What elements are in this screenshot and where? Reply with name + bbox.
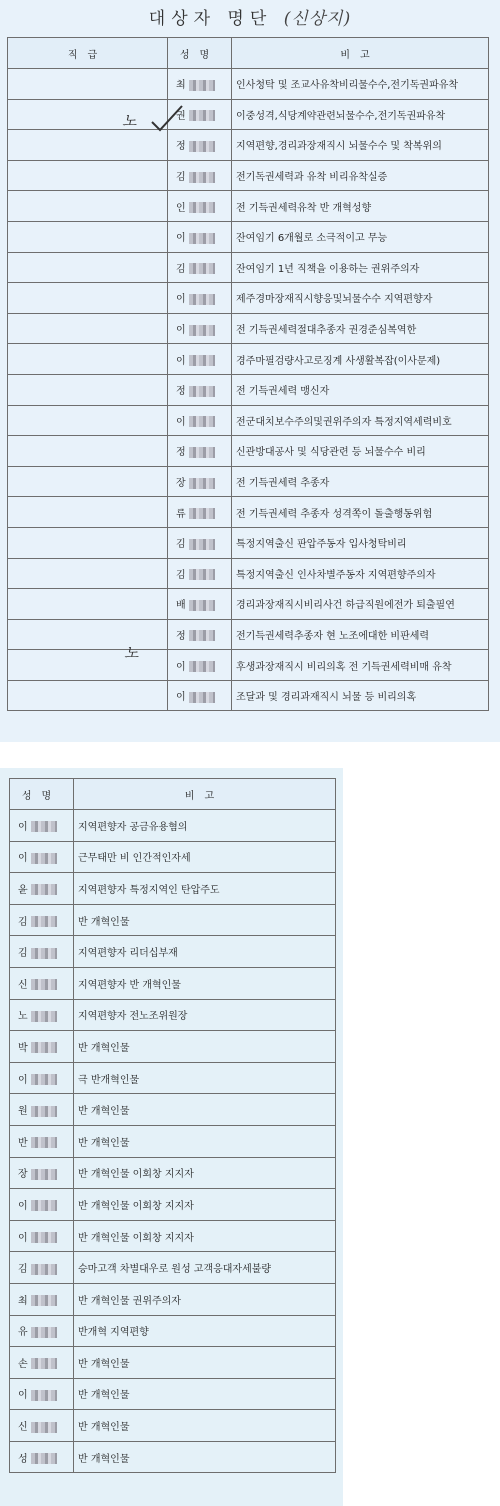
name-cell [10, 936, 74, 968]
header-remarks: 비고 [74, 779, 336, 810]
surname: 신 [18, 1422, 28, 1434]
table-row [8, 130, 489, 161]
table-row [10, 967, 336, 999]
surname: 유 [18, 1327, 28, 1339]
surname: 장 [18, 1169, 28, 1181]
name-cell [10, 1031, 74, 1063]
name-cell [168, 650, 232, 681]
surname: 이 [18, 1074, 28, 1086]
redacted-name [31, 1011, 57, 1022]
table-row [8, 69, 489, 100]
redacted-name [189, 600, 215, 611]
name-cell [168, 252, 232, 283]
surname: 이 [176, 325, 186, 337]
remarks-cell: 전 기득권세력절대추종자 권경준심복역한 [232, 313, 489, 344]
surname: 김 [176, 263, 186, 275]
table-row [8, 619, 489, 650]
name-cell [10, 1378, 74, 1410]
rank-cell [8, 313, 168, 344]
redacted-name [189, 325, 215, 336]
table-row [10, 1220, 336, 1252]
redacted-name [31, 1295, 57, 1306]
remarks-cell: 반 개혁인물 [74, 1031, 336, 1063]
name-cell [10, 810, 74, 842]
remarks-cell: 반개혁 지역편향 [74, 1315, 336, 1347]
surname: 성 [18, 1453, 28, 1465]
table-row [10, 1125, 336, 1157]
name-cell [168, 558, 232, 589]
table-row [10, 1283, 336, 1315]
table-row [8, 252, 489, 283]
surname: 반 [18, 1137, 28, 1149]
table-row [10, 1315, 336, 1347]
remarks-cell: 반 개혁인물 [74, 1410, 336, 1442]
table-row [10, 1031, 336, 1063]
surname: 이 [18, 1200, 28, 1212]
surname: 정 [176, 386, 186, 398]
table-row [8, 99, 489, 130]
table-row [10, 904, 336, 936]
surname: 이 [18, 1232, 28, 1244]
redacted-name [189, 661, 215, 672]
name-cell [168, 436, 232, 467]
name-cell [168, 589, 232, 620]
name-cell [10, 1410, 74, 1442]
rank-cell [8, 69, 168, 100]
surname: 신 [18, 979, 28, 991]
name-cell [10, 841, 74, 873]
rank-cell [8, 558, 168, 589]
table-row [8, 466, 489, 497]
name-cell [168, 313, 232, 344]
table-row [10, 1410, 336, 1442]
handwritten-check-mark [148, 100, 188, 140]
name-cell [10, 904, 74, 936]
remarks-cell: 반 개혁인물 [74, 1094, 336, 1126]
table-row [10, 1252, 336, 1284]
redacted-name [31, 948, 57, 959]
redacted-name [189, 80, 215, 91]
remarks-cell: 반 개혁인물 이회창 지지자 [74, 1189, 336, 1221]
surname: 최 [176, 80, 186, 92]
table-row [10, 1094, 336, 1126]
remarks-cell: 조달과 및 경리과재직시 뇌물 등 비리의혹 [232, 680, 489, 711]
name-cell [168, 466, 232, 497]
rank-cell [8, 191, 168, 222]
handwritten-mark-1: 노 [122, 112, 137, 130]
redacted-name [31, 916, 57, 927]
table-row [8, 558, 489, 589]
name-cell [10, 1252, 74, 1284]
redacted-name [31, 853, 57, 864]
name-cell [168, 527, 232, 558]
name-cell [10, 1441, 74, 1473]
name-cell [10, 1157, 74, 1189]
table-row [8, 436, 489, 467]
surname: 김 [18, 1264, 28, 1276]
redacted-name [31, 1137, 57, 1148]
surname: 정 [176, 630, 186, 642]
name-cell [168, 680, 232, 711]
table-row [10, 1378, 336, 1410]
name-cell [168, 405, 232, 436]
rank-cell [8, 466, 168, 497]
table-row [8, 191, 489, 222]
redacted-name [189, 630, 215, 641]
remarks-cell: 전 기득권세력 추종자 [232, 466, 489, 497]
table-row [10, 1347, 336, 1379]
remarks-cell: 근무태만 비 인간적인자세 [74, 841, 336, 873]
table-row [10, 841, 336, 873]
redacted-name [31, 1232, 57, 1243]
remarks-cell: 전 기득권세력유착 반 개혁성향 [232, 191, 489, 222]
surname: 이 [176, 355, 186, 367]
surname: 김 [18, 916, 28, 928]
remarks-cell: 지역편향자 반 개혁인물 [74, 967, 336, 999]
surname: 손 [18, 1358, 28, 1370]
name-cell [168, 160, 232, 191]
header-remarks: 비고 [232, 38, 489, 69]
remarks-cell: 신관방대공사 및 식당관련 등 뇌물수수 비리 [232, 436, 489, 467]
remarks-cell: 인사청탁 및 조교사유착비리물수수,전기독권파유착 [232, 69, 489, 100]
header-name: 성명 [10, 779, 74, 810]
name-cell [10, 1220, 74, 1252]
remarks-cell: 반 개혁인물 [74, 904, 336, 936]
rank-cell [8, 130, 168, 161]
remarks-cell: 반 개혁인물 [74, 1347, 336, 1379]
redacted-name [31, 1200, 57, 1211]
remarks-cell: 전군대치보수주의및권위주의자 특정지역세력비호 [232, 405, 489, 436]
redacted-name [189, 172, 215, 183]
name-cell [10, 1315, 74, 1347]
remarks-cell: 지역편향,경리과장재직시 뇌물수수 및 착복위의 [232, 130, 489, 161]
rank-cell [8, 589, 168, 620]
redacted-name [189, 692, 215, 703]
redacted-name [189, 202, 215, 213]
name-cell [168, 69, 232, 100]
surname: 인 [176, 202, 186, 214]
rank-cell [8, 99, 168, 130]
table-row [10, 810, 336, 842]
surname: 박 [18, 1042, 28, 1054]
remarks-cell: 전기득권세력추종자 현 노조에대한 비판세력 [232, 619, 489, 650]
rank-cell [8, 527, 168, 558]
target-list-table-2 [9, 778, 336, 1473]
redacted-name [31, 884, 57, 895]
rank-cell [8, 160, 168, 191]
remarks-cell: 이중성격,식당계약관련뇌물수수,전기독권파유착 [232, 99, 489, 130]
name-cell [10, 1189, 74, 1221]
redacted-name [189, 294, 215, 305]
redacted-name [189, 386, 215, 397]
rank-cell [8, 374, 168, 405]
name-cell [10, 873, 74, 905]
surname: 정 [176, 141, 186, 153]
table-row [8, 497, 489, 528]
redacted-name [189, 416, 215, 427]
surname: 김 [176, 569, 186, 581]
surname: 이 [176, 692, 186, 704]
redacted-name [189, 141, 215, 152]
surname: 최 [18, 1295, 28, 1307]
redacted-name [31, 1264, 57, 1275]
rank-cell [8, 344, 168, 375]
name-cell [10, 1094, 74, 1126]
rank-cell [8, 405, 168, 436]
table-row [8, 221, 489, 252]
surname: 이 [176, 416, 186, 428]
table-row [8, 160, 489, 191]
redacted-name [31, 1106, 57, 1117]
redacted-name [31, 1390, 57, 1401]
surname: 이 [176, 233, 186, 245]
remarks-cell: 지역편향자 공금유용혐의 [74, 810, 336, 842]
surname: 배 [176, 600, 186, 612]
surname: 윤 [18, 884, 28, 896]
remarks-cell: 제주경마장재직시향응및뇌물수수 지역편향자 [232, 283, 489, 314]
name-cell [168, 191, 232, 222]
name-cell [168, 344, 232, 375]
table-row [8, 313, 489, 344]
name-cell [168, 283, 232, 314]
name-cell [10, 1283, 74, 1315]
surname: 김 [176, 172, 186, 184]
remarks-cell: 전기독권세력과 유착 비리유착실증 [232, 160, 489, 191]
redacted-name [189, 508, 215, 519]
name-cell [10, 999, 74, 1031]
table-row [8, 283, 489, 314]
redacted-name [31, 1358, 57, 1369]
table-row [10, 999, 336, 1031]
remarks-cell: 특정지역출신 판압주동자 입사청탁비리 [232, 527, 489, 558]
table-row [10, 1441, 336, 1473]
redacted-name [31, 979, 57, 990]
rank-cell [8, 650, 168, 681]
surname: 이 [18, 853, 28, 865]
redacted-name [31, 1327, 57, 1338]
redacted-name [189, 569, 215, 580]
rank-cell [8, 252, 168, 283]
remarks-cell: 경리과장재직시비리사건 하급직원에전가 퇴출필연 [232, 589, 489, 620]
table-row [8, 527, 489, 558]
name-cell [168, 374, 232, 405]
table-row [10, 1189, 336, 1221]
name-cell [10, 1347, 74, 1379]
redacted-name [189, 110, 215, 121]
name-cell [10, 1062, 74, 1094]
surname: 이 [18, 1390, 28, 1402]
remarks-cell: 반 개혁인물 이회창 지지자 [74, 1157, 336, 1189]
title-text: 대상자 명단 [148, 9, 273, 29]
remarks-cell: 지역편향자 리더십부재 [74, 936, 336, 968]
rank-cell [8, 619, 168, 650]
redacted-name [31, 1169, 57, 1180]
redacted-name [189, 355, 215, 366]
table-header-row [8, 38, 489, 69]
name-cell [168, 221, 232, 252]
redacted-name [189, 539, 215, 550]
redacted-name [31, 1453, 57, 1464]
name-cell [168, 497, 232, 528]
redacted-name [31, 821, 57, 832]
table-row [10, 1062, 336, 1094]
table-row [8, 589, 489, 620]
document-title [0, 4, 500, 29]
table-row [10, 873, 336, 905]
remarks-cell: 잔여임기 1년 직책을 이용하는 권위주의자 [232, 252, 489, 283]
remarks-cell: 전 기득권세력 추종자 성격쪽이 돌출행동위험 [232, 497, 489, 528]
rank-cell [8, 436, 168, 467]
remarks-cell: 반 개혁인물 [74, 1378, 336, 1410]
remarks-cell: 특정지역출신 인사차별주동자 지역편향주의자 [232, 558, 489, 589]
table-row [8, 650, 489, 681]
handwritten-mark-2: 노 [124, 644, 139, 662]
surname: 김 [18, 948, 28, 960]
surname: 원 [18, 1106, 28, 1118]
surname: 장 [176, 478, 186, 490]
surname: 류 [176, 508, 186, 520]
table-row [8, 405, 489, 436]
remarks-cell: 전 기득권세력 맹신자 [232, 374, 489, 405]
header-name: 성명 [168, 38, 232, 69]
remarks-cell: 반 개혁인물 권위주의자 [74, 1283, 336, 1315]
redacted-name [31, 1422, 57, 1433]
name-cell [168, 619, 232, 650]
remarks-cell: 경주마필검량사고로징계 사생활복잡(이사문제) [232, 344, 489, 375]
redacted-name [189, 478, 215, 489]
title-handwritten-note: (신상지) [283, 9, 352, 29]
remarks-cell: 반 개혁인물 이회창 지지자 [74, 1220, 336, 1252]
redacted-name [189, 447, 215, 458]
remarks-cell: 잔여임기 6개월로 소극적이고 무능 [232, 221, 489, 252]
surname: 권 [176, 110, 186, 122]
remarks-cell: 후생과장재직시 비리의혹 전 기득권세력비매 유착 [232, 650, 489, 681]
surname: 이 [18, 821, 28, 833]
redacted-name [31, 1042, 57, 1053]
rank-cell [8, 221, 168, 252]
table-row [10, 1157, 336, 1189]
rank-cell [8, 283, 168, 314]
remarks-cell: 지역편향자 특정지역인 탄압주도 [74, 873, 336, 905]
header-rank: 직급 [8, 38, 168, 69]
remarks-cell: 반 개혁인물 [74, 1441, 336, 1473]
table-row [10, 936, 336, 968]
redacted-name [189, 233, 215, 244]
target-list-table-1 [7, 37, 489, 711]
redacted-name [31, 1074, 57, 1085]
remarks-cell: 반 개혁인물 [74, 1125, 336, 1157]
table-row [8, 680, 489, 711]
surname: 노 [18, 1011, 28, 1023]
remarks-cell: 지역편향자 전노조위원장 [74, 999, 336, 1031]
rank-cell [8, 680, 168, 711]
table-header-row [10, 779, 336, 810]
surname: 정 [176, 447, 186, 459]
remarks-cell: 극 반개혁인물 [74, 1062, 336, 1094]
table-row [8, 374, 489, 405]
surname: 김 [176, 539, 186, 551]
name-cell [10, 967, 74, 999]
remarks-cell: 승마고객 차별대우로 원성 고객응대자세불량 [74, 1252, 336, 1284]
name-cell [10, 1125, 74, 1157]
surname: 이 [176, 661, 186, 673]
redacted-name [189, 263, 215, 274]
table-row [8, 344, 489, 375]
rank-cell [8, 497, 168, 528]
surname: 이 [176, 294, 186, 306]
